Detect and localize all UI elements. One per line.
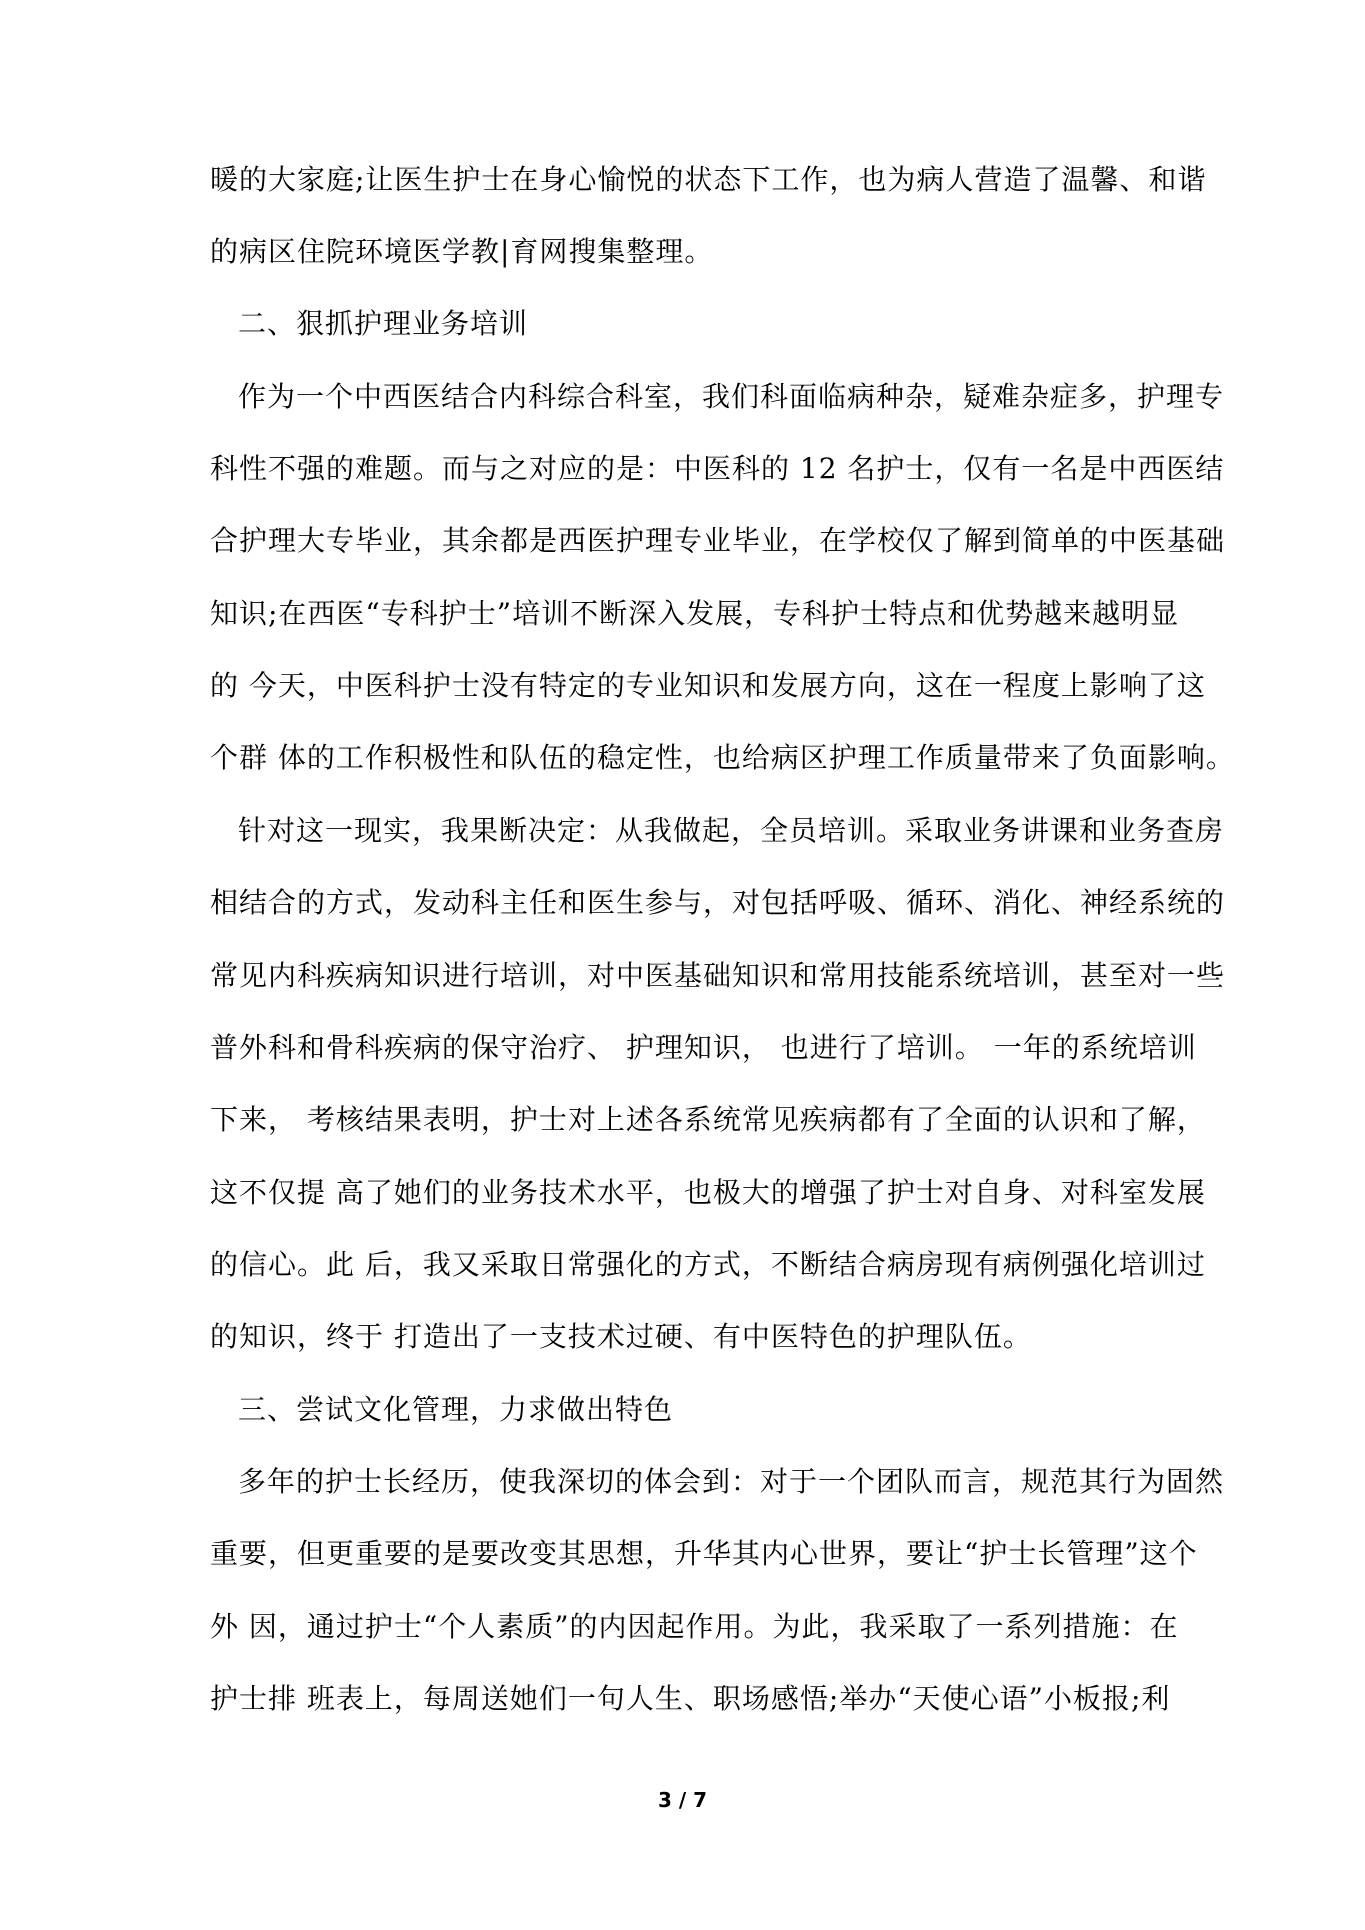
body-text-line: 合护理大专毕业，其余都是西医护理专业毕业，在学校仅了解到简单的中医基础 bbox=[210, 524, 1226, 557]
body-text-line: 的信心。此 后，我又采取日常强化的方式，不断结合病房现有病例强化培训过 bbox=[210, 1248, 1206, 1281]
body-text-line: 外 因，通过护士“个人素质”的内因起作用。为此，我采取了一系列措施：在 bbox=[210, 1610, 1179, 1643]
section-heading: 二、狠抓护理业务培训 bbox=[238, 307, 529, 340]
page-number: 3 / 7 bbox=[657, 1788, 708, 1812]
body-text-line: 护士排 班表上，每周送她们一句人生、职场感悟;举办“天使心语”小板报;利 bbox=[210, 1682, 1171, 1715]
body-text-line: 的病区住院环境医学教|育网搜集整理。 bbox=[210, 235, 714, 268]
body-text-line: 知识;在西医“专科护士”培训不断深入发展，专科护士特点和优势越来越明显 bbox=[210, 597, 1180, 630]
body-text-line: 重要，但更重要的是要改变其思想，升华其内心世界，要让“护士长管理”这个 bbox=[210, 1537, 1198, 1570]
body-text-line: 多年的护士长经历，使我深切的体会到：对于一个团队而言，规范其行为固然 bbox=[238, 1465, 1225, 1498]
body-text-line: 的知识，终于 打造出了一支技术过硬、有中医特色的护理队伍。 bbox=[210, 1320, 1032, 1353]
body-text-line: 相结合的方式，发动科主任和医生参与，对包括呼吸、循环、消化、神经系统的 bbox=[210, 886, 1226, 919]
body-text-line: 的 今天，中医科护士没有特定的专业知识和发展方向，这在一程度上影响了这 bbox=[210, 669, 1206, 702]
body-text-line: 普外科和骨科疾病的保守治疗、 护理知识， 也进行了培训。 一年的系统培训 bbox=[210, 1031, 1197, 1064]
body-text-line: 下来， 考核结果表明，护士对上述各系统常见疾病都有了全面的认识和了解， bbox=[210, 1103, 1206, 1136]
body-text-line: 这不仅提 高了她们的业务技术水平，也极大的增强了护士对自身、对科室发展 bbox=[210, 1176, 1206, 1209]
body-text-line: 常见内科疾病知识进行培训，对中医基础知识和常用技能系统培训，甚至对一些 bbox=[210, 959, 1226, 992]
body-text-line: 个群 体的工作积极性和队伍的稳定性，也给病区护理工作质量带来了负面影响。 bbox=[210, 741, 1235, 774]
section-heading: 三、尝试文化管理，力求做出特色 bbox=[238, 1393, 674, 1426]
body-text-line: 科性不强的难题。而与之对应的是：中医科的 12 名护士，仅有一名是中西医结 bbox=[210, 452, 1225, 485]
body-text-line: 作为一个中西医结合内科综合科室，我们科面临病种杂，疑难杂症多，护理专 bbox=[238, 380, 1225, 413]
body-text-line: 针对这一现实，我果断决定：从我做起，全员培训。采取业务讲课和业务查房 bbox=[238, 814, 1225, 847]
body-text-line: 暖的大家庭;让医生护士在身心愉悦的状态下工作，也为病人营造了温馨、和谐 bbox=[210, 163, 1207, 196]
